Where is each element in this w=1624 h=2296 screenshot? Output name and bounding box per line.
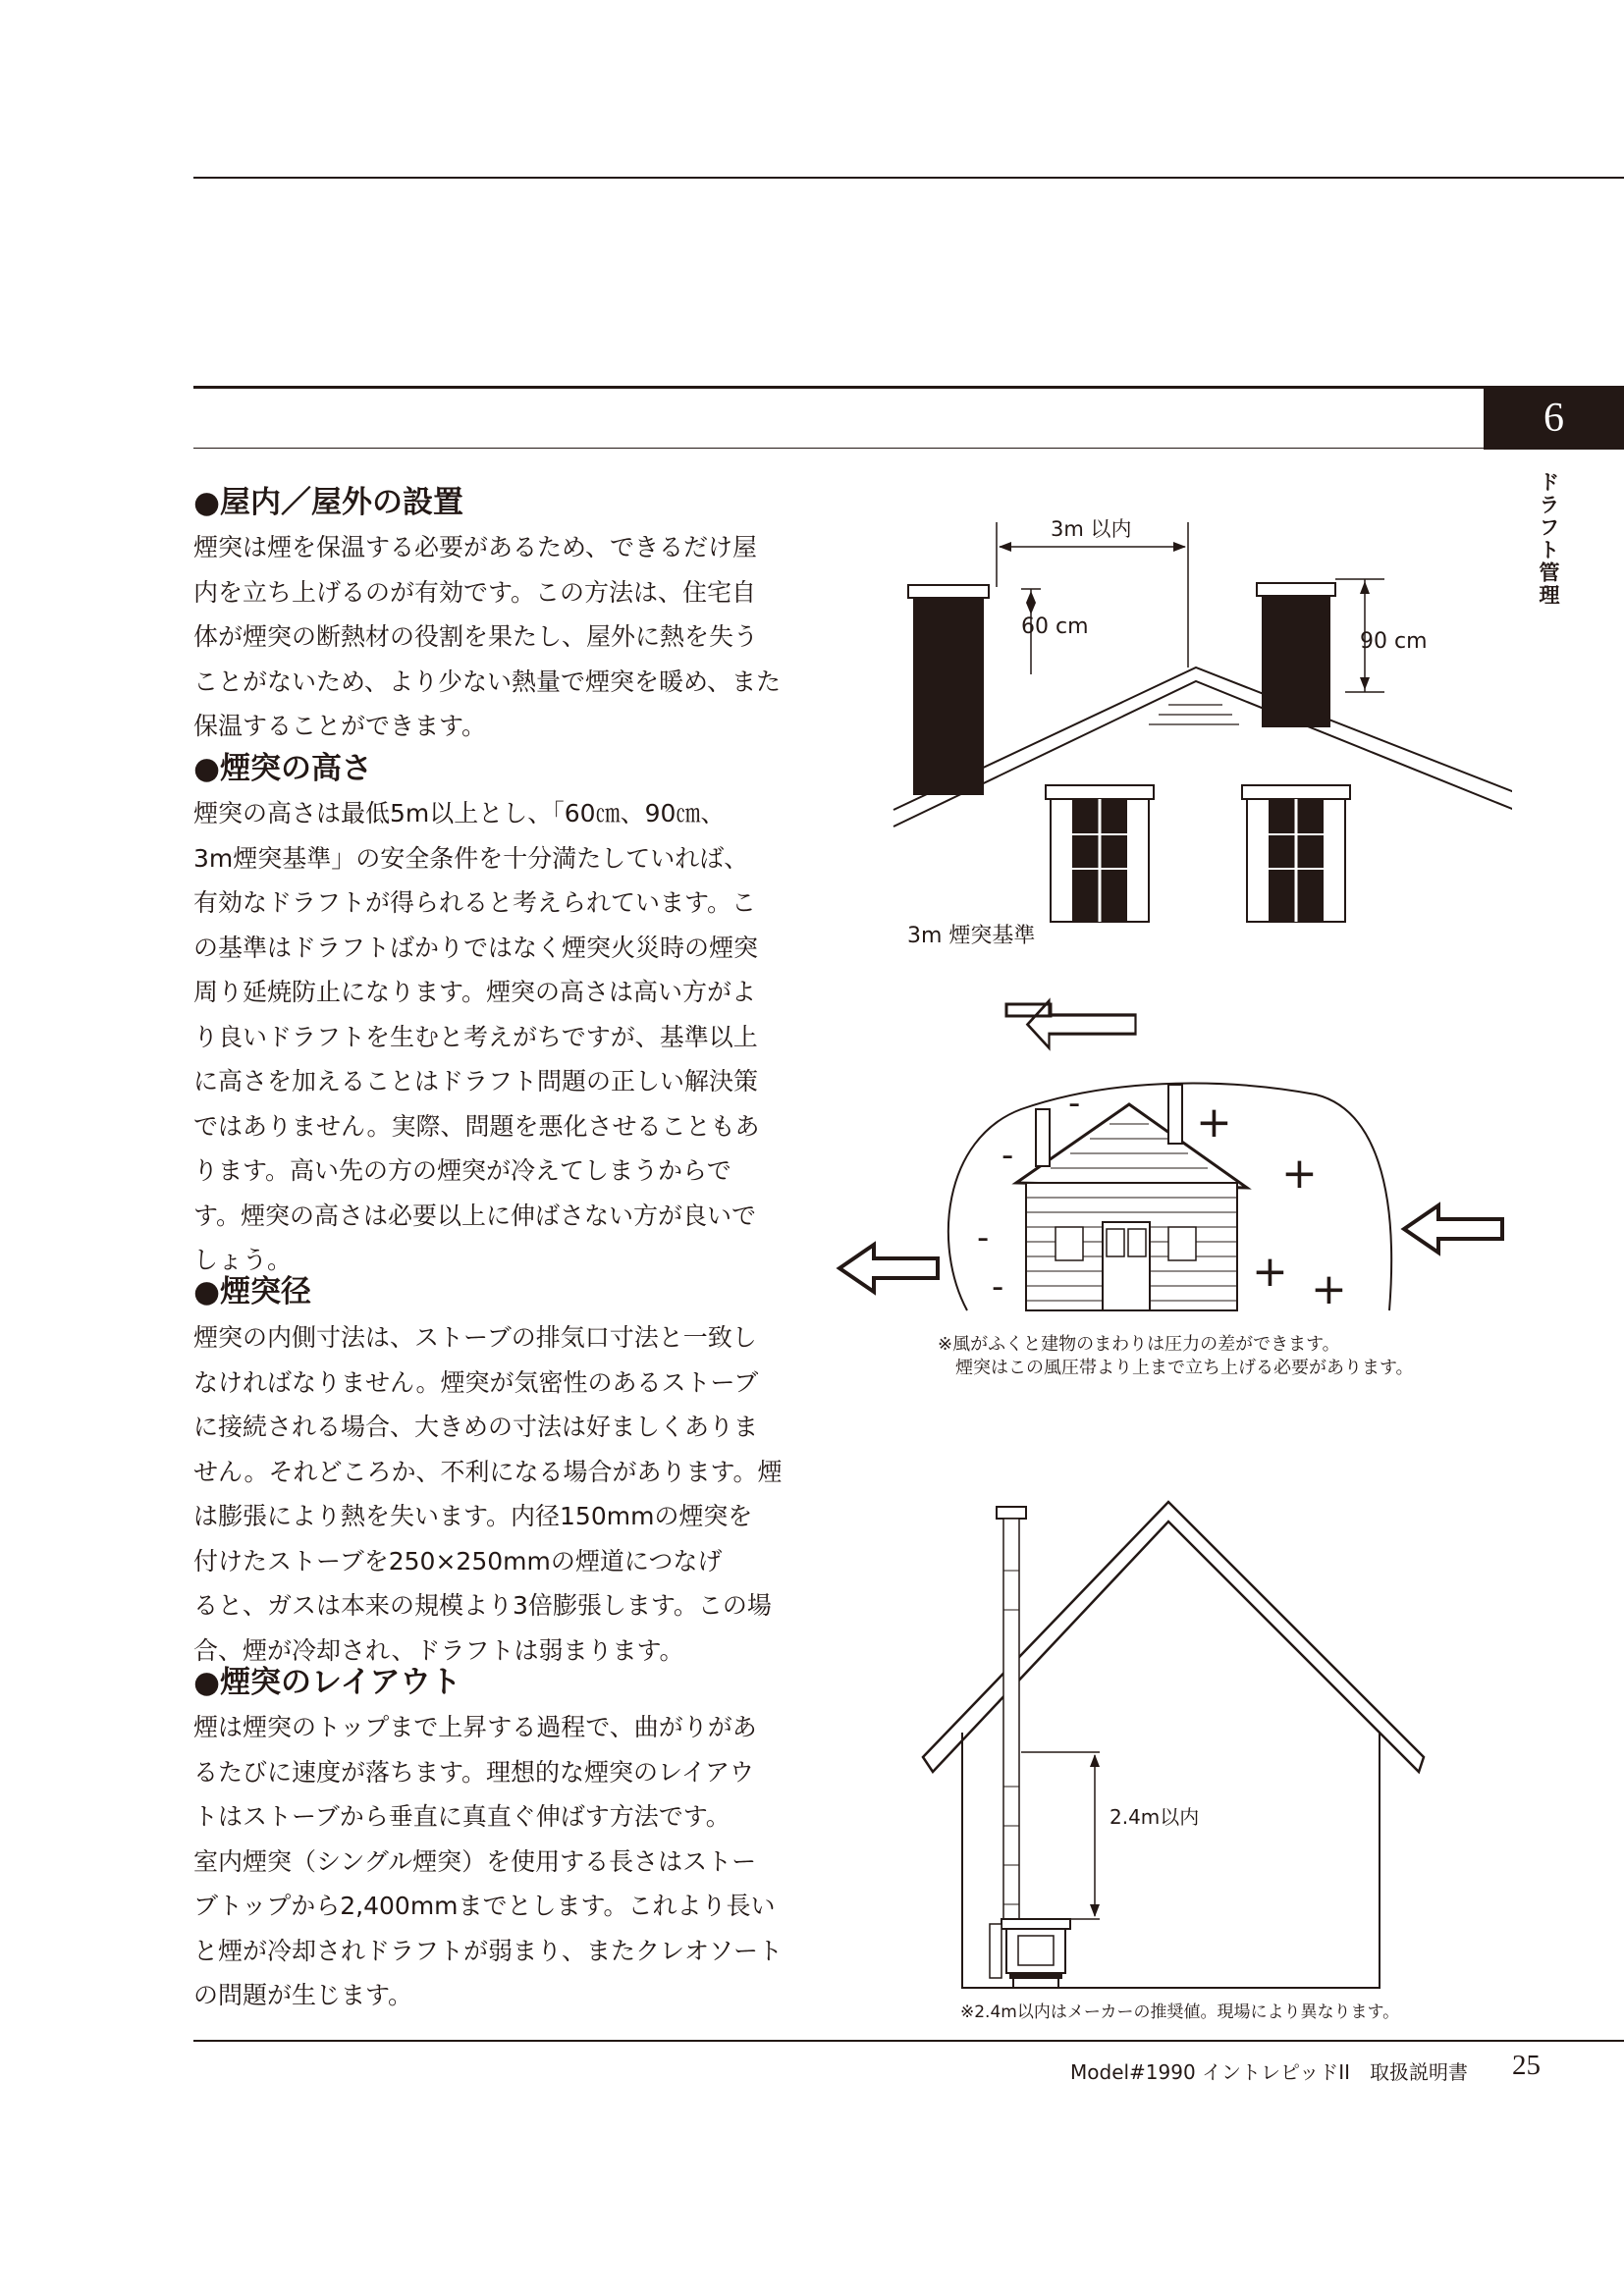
text-line: 3m煙突基準」の安全条件を十分満たしていれば、	[193, 843, 749, 873]
text-line: 保温することができます。	[193, 712, 487, 740]
section-heading-indoor-outdoor: ●屋内／屋外の設置	[193, 485, 464, 520]
figure-indoor-chimney	[903, 1492, 1453, 2032]
footer-rule	[193, 2040, 1624, 2042]
section-heading-chimney-layout: ●煙突のレイアウト	[193, 1665, 461, 1700]
text-line: 煙突の内側寸法は、ストーブの排気口寸法と一致し	[193, 1323, 757, 1352]
text-line: の基準はドラフトばかりではなく煙突火災時の煙突	[193, 933, 759, 962]
section-text-chimney-layout	[193, 1705, 783, 2018]
chapter-side-label: ドラフト管理	[1537, 471, 1561, 607]
text-line: り良いドラフトを生むと考えがちですが、基準以上	[193, 1022, 758, 1051]
figure2-caption-line1: ※風がふくと建物のまわりは圧力の差ができます。	[938, 1334, 1340, 1355]
window-right	[1242, 785, 1350, 922]
text-line: 内を立ち上げるのが有効です。この方法は、住宅自	[193, 577, 757, 607]
minus-sign: -	[1068, 1084, 1081, 1123]
plus-sign: +	[1252, 1247, 1288, 1297]
label-3m-within: 3m 以内	[1051, 517, 1132, 541]
text-line: に接続される場合、大きめの寸法は好ましくありま	[193, 1413, 759, 1441]
section-heading-chimney-diameter: ●煙突径	[193, 1274, 312, 1309]
top-rule	[193, 177, 1624, 179]
text-line: 煙突の高さは最低5m以上とし、「60㎝、90㎝、	[193, 799, 726, 828]
text-line: と煙が冷却されドラフトが弱まり、またクレオソート	[193, 1936, 784, 1965]
plus-sign: +	[1196, 1097, 1232, 1148]
wind-arrow-right	[1404, 1205, 1502, 1253]
text-line: ると、ガスは本来の規模より3倍膨張します。この場	[193, 1591, 772, 1620]
text-line: に高さを加えることはドラフト問題の正しい解決策	[193, 1067, 759, 1095]
plus-sign: +	[1311, 1264, 1347, 1314]
right-chimney	[1262, 595, 1330, 727]
chapter-number: 6	[1484, 388, 1624, 450]
chimney-pipe	[1003, 1519, 1019, 1919]
chimney-cap	[997, 1507, 1026, 1519]
section-text-chimney-height	[193, 791, 783, 1283]
text-line: 付けたストーブを250×250mmの煙道につなげ	[193, 1546, 723, 1575]
wind-arrow-left	[839, 1245, 938, 1292]
text-line: ではありません。実際、問題を悪化させることもあ	[193, 1111, 760, 1141]
figure-wind-pressure	[825, 991, 1532, 1384]
minus-sign: -	[1001, 1136, 1014, 1175]
text-line: しょう。	[193, 1246, 293, 1274]
text-line: 有効なドラフトが得られると考えられています。こ	[193, 888, 757, 917]
minus-sign: -	[992, 1267, 1004, 1307]
text-line: なければなりません。煙突が気密性のあるストーブ	[193, 1367, 759, 1397]
text-line: 体が煙突の断熱材の役割を果たし、屋外に熱を失う	[193, 622, 759, 651]
page-number: 25	[1512, 2050, 1541, 2081]
text-line: ります。高い先の方の煙突が冷えてしまうからで	[193, 1156, 731, 1185]
label-60cm: 60 cm	[1021, 614, 1089, 639]
section-text-chimney-diameter	[193, 1315, 783, 1673]
window-left	[1046, 785, 1154, 922]
text-line: るたびに速度が落ちます。理想的な煙突のレイアウ	[193, 1757, 755, 1787]
label-90cm: 90 cm	[1360, 629, 1428, 654]
text-line: 合、煙が冷却され、ドラフトは弱まります。	[193, 1635, 684, 1665]
text-line: 室内煙突（シングル煙突）を使用する長さはストー	[193, 1846, 757, 1876]
figure-3m-rule	[884, 501, 1512, 962]
figure3-caption: ※2.4m以内はメーカーの推奨値。現場により異なります。	[960, 2002, 1400, 2022]
text-line: トはストーブから垂直に真直ぐ伸ばす方法です。	[193, 1802, 731, 1831]
text-line: ブトップから2,400mmまでとします。これより長い	[193, 1892, 776, 1920]
text-line: 周り延焼防止になります。煙突の高さは高い方がよ	[193, 978, 757, 1006]
left-chimney	[913, 597, 984, 795]
text-line: ことがないため、より少ない熱量で煙突を暖め、また	[193, 667, 782, 696]
footer-model-title: Model#1990 イントレピッドII 取扱説明書	[1070, 2060, 1469, 2084]
text-line: 煙突は煙を保温する必要があるため、できるだけ屋	[193, 533, 758, 561]
header-rule-thick	[193, 386, 1624, 389]
plus-sign: +	[1281, 1148, 1318, 1199]
wind-arrow-top-shape	[1028, 1001, 1136, 1048]
minus-sign: -	[977, 1218, 990, 1257]
label-2-4m: 2.4m以内	[1110, 1805, 1200, 1829]
text-line: 煙は煙突のトップまで上昇する過程で、曲がりがあ	[193, 1713, 757, 1741]
stove	[990, 1919, 1070, 1988]
section-heading-chimney-height: ●煙突の高さ	[193, 751, 373, 786]
figure2-caption-line2: 煙突はこの風圧帯より上まで立ち上げる必要があります。	[955, 1358, 1414, 1378]
text-line: は膨張により熱を失います。内径150mmの煙突を	[193, 1502, 753, 1530]
figure1-caption: 3m 煙突基準	[907, 924, 1036, 948]
text-line: す。煙突の高さは必要以上に伸ばさない方が良いで	[193, 1201, 757, 1230]
header-rule-thin	[193, 448, 1624, 449]
text-line: の問題が生じます。	[193, 1981, 413, 2009]
text-line: せん。それどころか、不利になる場合があります。煙	[193, 1457, 783, 1486]
section-text-indoor-outdoor	[193, 525, 783, 749]
